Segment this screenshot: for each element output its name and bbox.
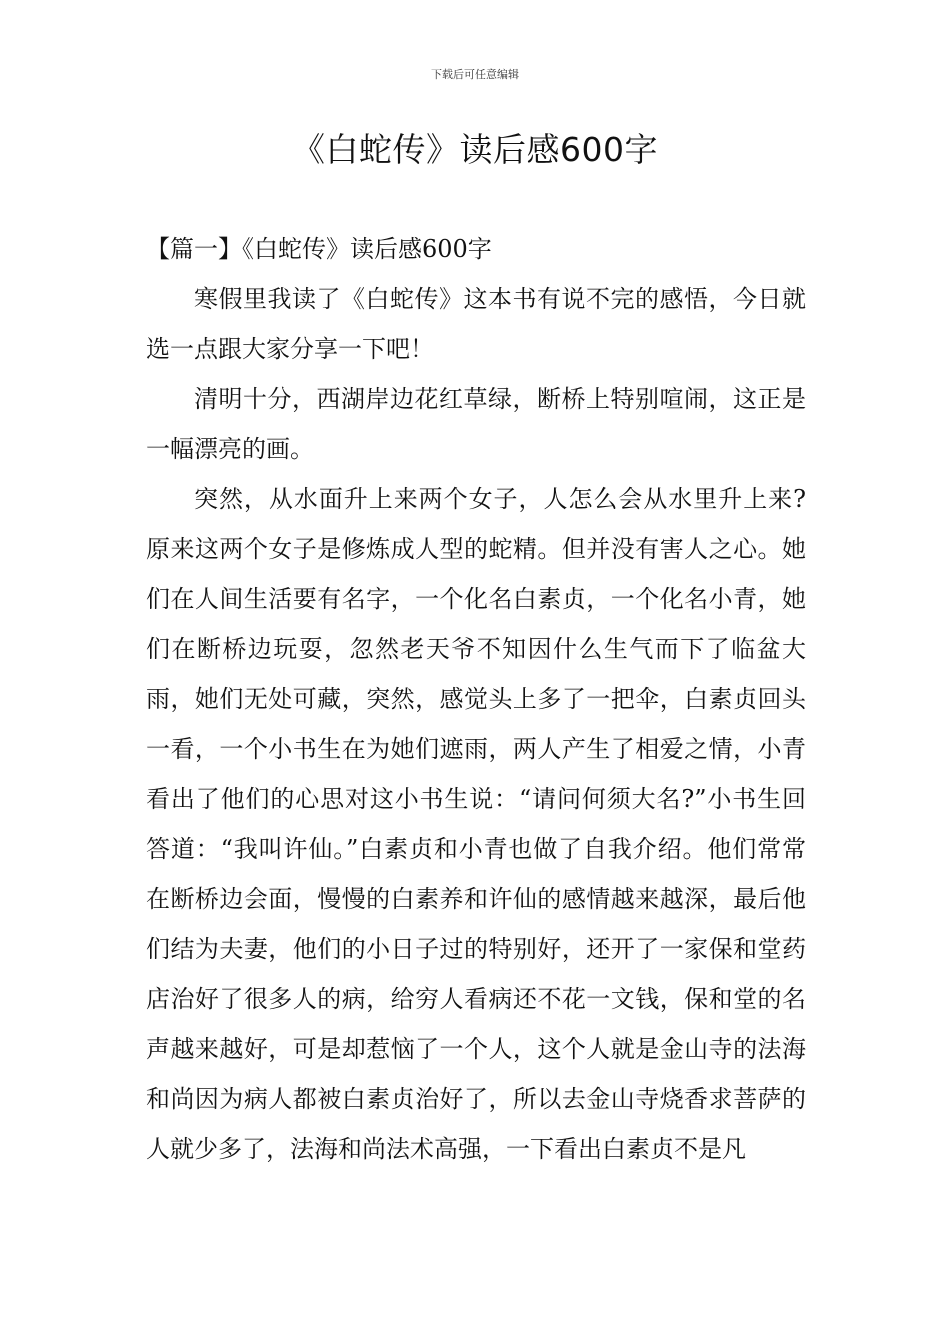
paragraph: 清明十分，西湖岸边花红草绿，断桥上特别喧闹，这正是一幅漂亮的画。 [146,385,806,463]
document-title: 《白蛇传》读后感600字 [292,130,658,169]
paragraph: 寒假里我读了《白蛇传》这本书有说不完的感悟，今日就选一点跟大家分享一下吧！ [146,285,806,363]
header-note: 下载后可任意编辑 [431,68,519,81]
section-heading: 【篇一】《白蛇传》读后感600字 [146,235,492,263]
paragraph: 突然，从水面升上来两个女子，人怎么会从水里升上来?原来这两个女子是修炼成人型的蛇精。但并没有害人之心。她们在人间生活要有名字，一个化名白素贞，一个化名小青，她们在断桥边玩耍，忽然老天爷不知因什么生气而下了临盆大雨，她们无处可藏，突然，感觉头上多了一把伞，白素贞回头一看，一个小书生在为她们遮雨，两人产生了相爱之情，小青看出了他们的心思对这小书生说：“请问何须大名?”小书生回答道：“我叫许仙。”白素贞和小青也做了自我介绍。他们常常在断桥边会面，慢慢的白素养和许仙的感情越来越深，最后他们结为夫妻，他们的小日子过的特别好，还开了一家保和堂药店治好了很多人的病，给穷人看病还不花一文钱，保和堂的名声越来越好，可是却惹恼了一个人，这个人就是金山寺的法海和尚因为病人都被白素贞治好了，所以去金山寺烧香求菩萨的人就少多了，法海和尚法术高强，一下看出白素贞不是凡 [146,485,806,1163]
document-body [146,224,806,1174]
